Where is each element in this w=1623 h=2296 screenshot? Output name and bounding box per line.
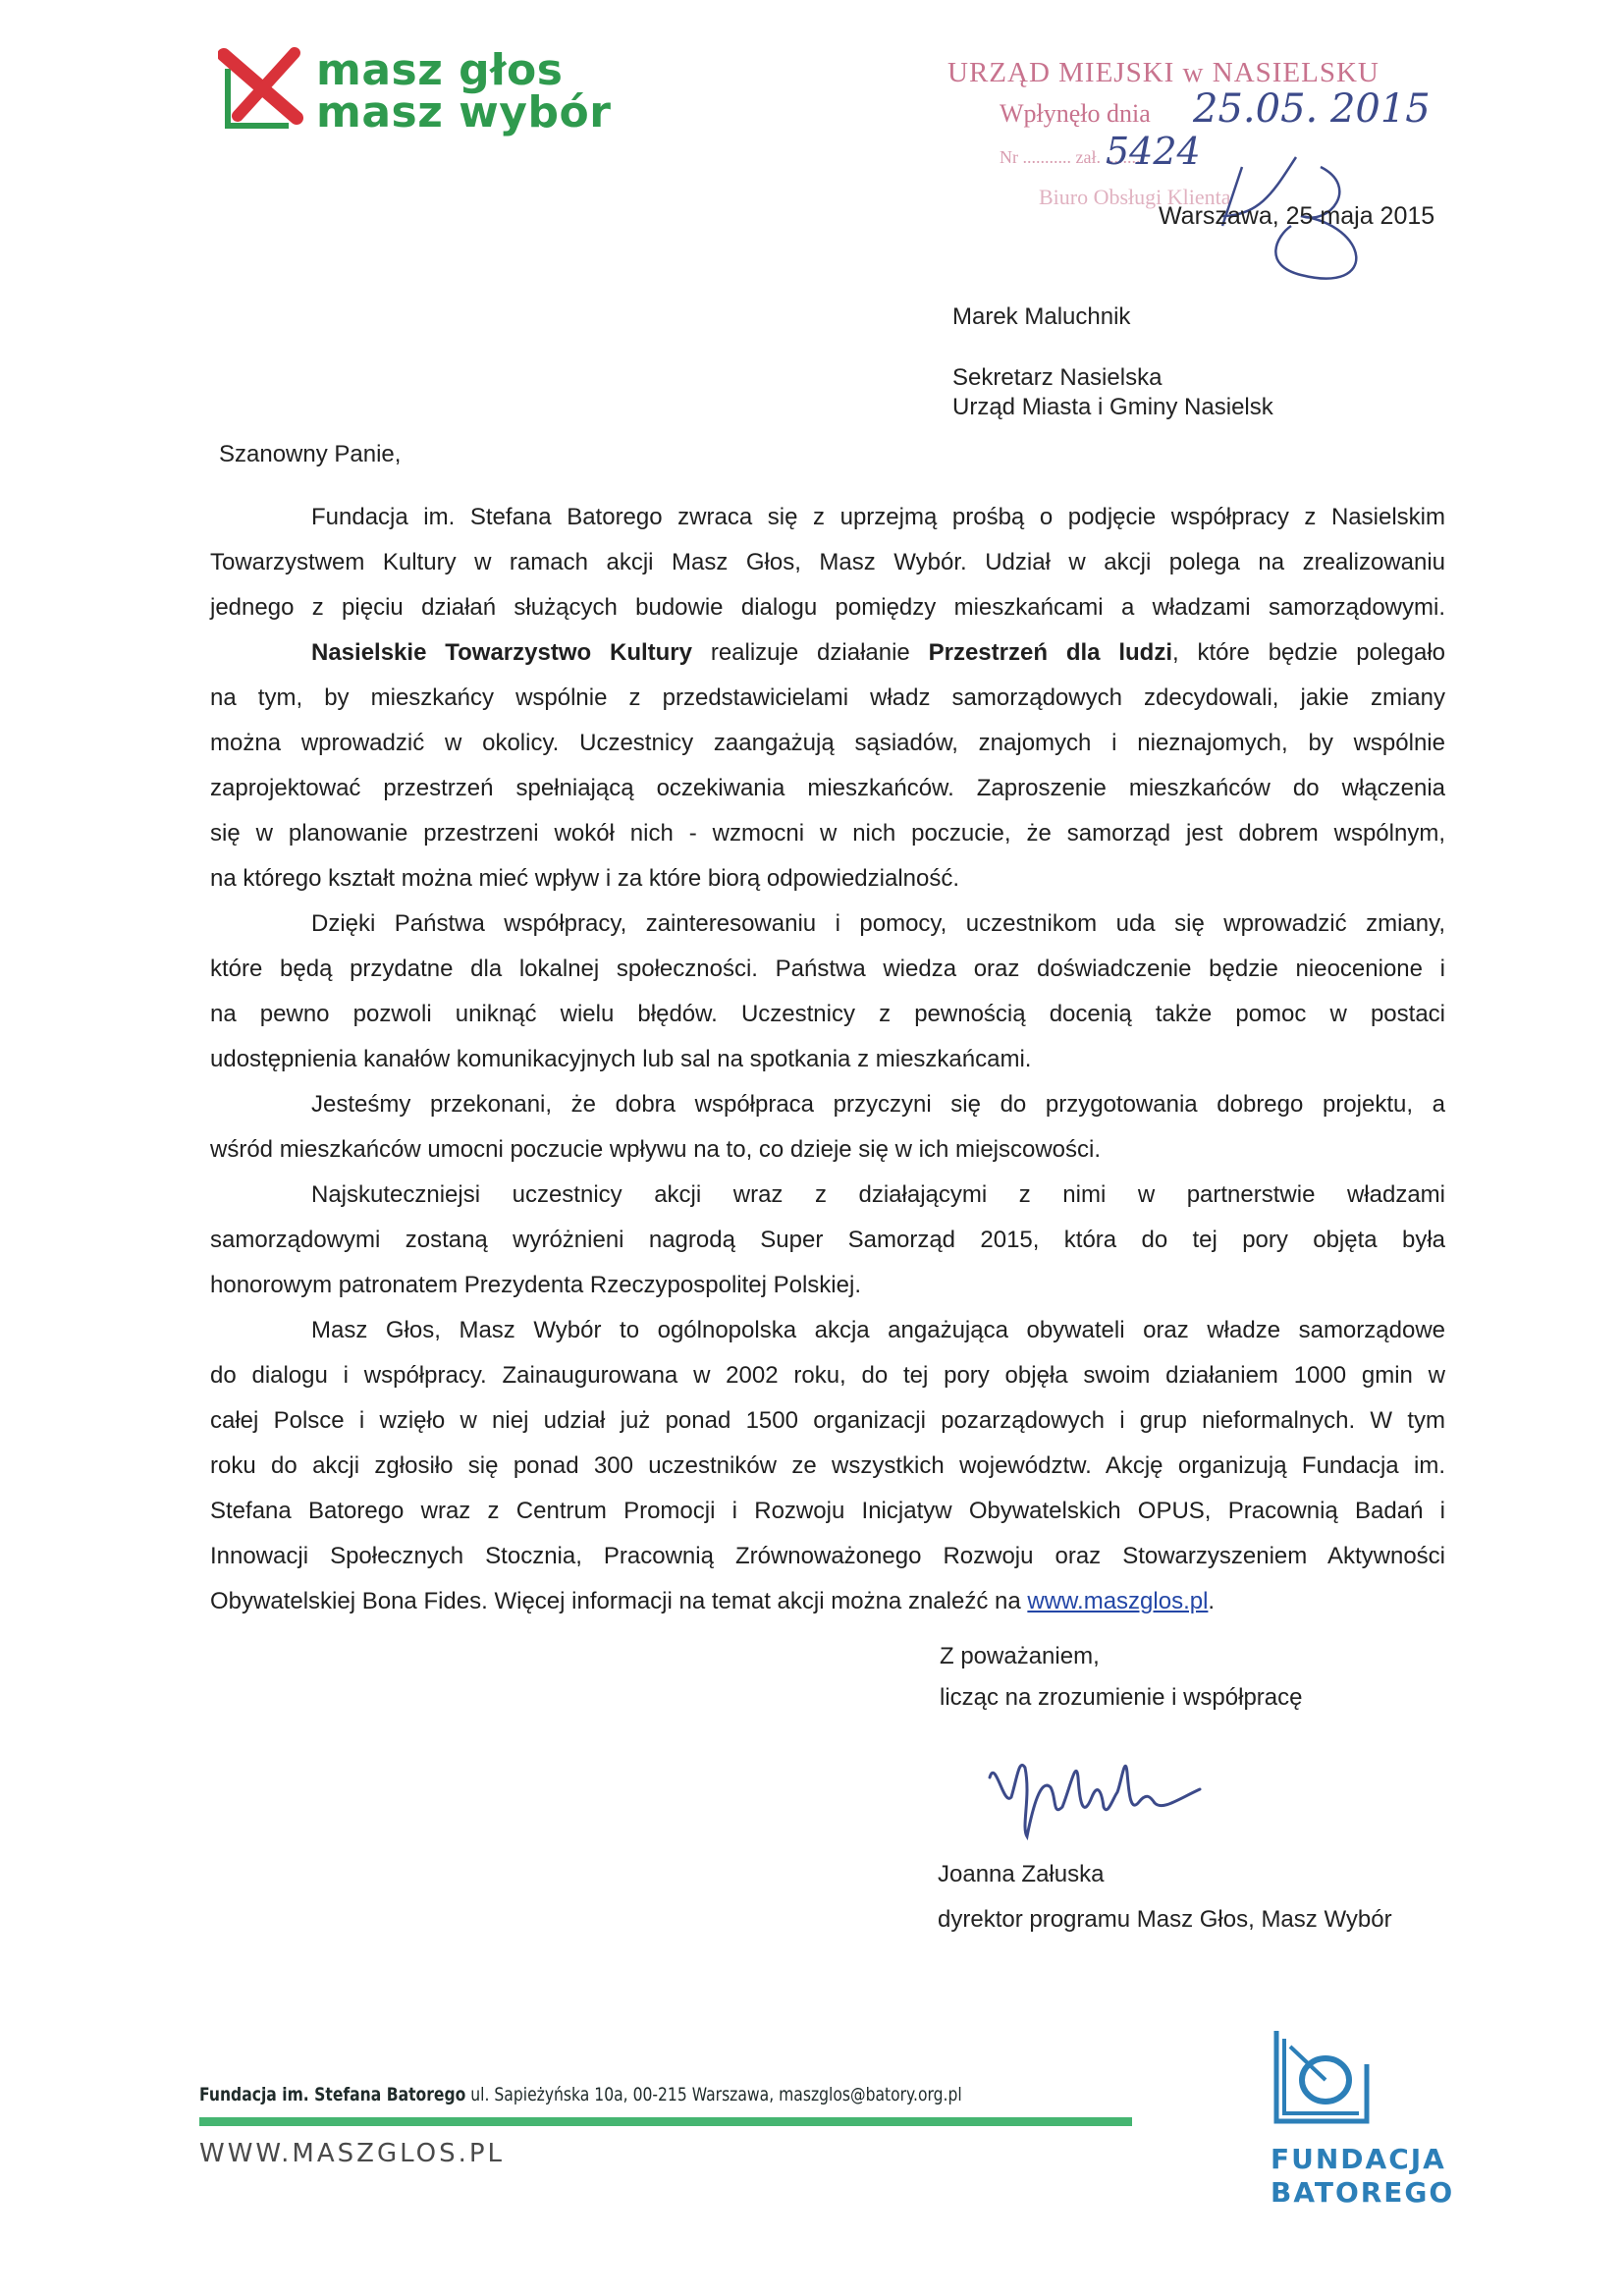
body-line: jednego z pięciu działań służących budowie dialogu pomiędzy mieszkańcami a władzami samorządowymi. — [210, 594, 1445, 621]
footer-address — [199, 2084, 962, 2105]
stamp-received-label: Wpłynęło dnia — [1000, 99, 1151, 128]
body-line: do dialogu i współpracy. Zainaugurowana w 2002 roku, do tej pory objęła swoim działaniem 1000 gmin w — [210, 1362, 1445, 1389]
body-text: Obywatelskiej Bona Fides. Więcej informacji na temat akcji można znaleźć na — [210, 1588, 1028, 1614]
body-line: udostępnienia kanałów komunikacyjnych lub sal na spotkania z mieszkańcami. — [210, 1046, 1032, 1072]
body-line: Jesteśmy przekonani, że dobra współpraca przyczyni się do przygotowania dobrego projektu, a — [311, 1091, 1445, 1118]
body-line: zaprojektować przestrzeń spełniającą oczekiwania mieszkańców. Zaproszenie mieszkańców do włączenia — [210, 775, 1445, 801]
body-line — [210, 1587, 1445, 1632]
batory-foundation-logo-icon — [1271, 2025, 1373, 2127]
body-text: realizuje działanie — [692, 639, 929, 666]
body-line: które będą przydatne dla lokalnej społeczności. Państwa wiedza oraz doświadczenie będzie nieocenione i — [210, 956, 1445, 982]
logo-text-line1: masz głos — [316, 45, 564, 95]
body-line: Masz Głos, Masz Wybór to ogólnopolska akcja angażująca obywateli oraz władze samorządowe — [311, 1317, 1445, 1343]
signer-role: dyrektor programu Masz Głos, Masz Wybór — [938, 1906, 1392, 1933]
footer-divider — [199, 2117, 1132, 2126]
handwritten-received-date: 25.05. 2015 — [1193, 86, 1431, 132]
closing-phrase: Z poważaniem, — [940, 1643, 1100, 1669]
body-line: Najskuteczniejsi uczestnicy akcji wraz z działającymi z nimi w partnerstwie władzami — [311, 1181, 1445, 1208]
foundation-name-line1: FUNDACJA — [1271, 2143, 1446, 2175]
body-line: honorowym patronatem Prezydenta Rzeczypospolitej Polskiej. — [210, 1272, 861, 1298]
website-link[interactable]: www.maszglos.pl — [1027, 1588, 1209, 1614]
body-line: Towarzystwem Kultury w ramach akcji Masz Głos, Masz Wybór. Udział w akcji polega na zrealizowaniu — [210, 549, 1445, 575]
body-line: Dzięki Państwa współpracy, zainteresowaniu i pomocy, uczestnikom uda się wprowadzić zmiany, — [311, 910, 1445, 937]
body-line: Stefana Batorego wraz z Centrum Promocji i Rozwoju Inicjatyw Obywatelskich OPUS, Pracownią Badań i — [210, 1498, 1445, 1524]
body-line: na pewno pozwoli uniknąć wielu błędów. Uczestnicy z pewnością docenią także pomoc w postaci — [210, 1001, 1445, 1027]
recipient-office: Urząd Miasta i Gminy Nasielsk — [952, 394, 1273, 420]
foundation-name-line2: BATOREGO — [1271, 2176, 1455, 2209]
stamp-number-label: Nr ........... zał. ........ — [1000, 147, 1141, 167]
signer-name: Joanna Załuska — [938, 1861, 1105, 1887]
body-line: wśród mieszkańców umocni poczucie wpływu na to, co dzieje się w ich miejscowości. — [210, 1136, 1102, 1163]
body-text: , które będzie polegało — [1172, 639, 1445, 666]
body-line: całej Polsce i wzięło w niej udział już ponad 1500 organizacji pozarządowych i grup nieformalnych. W tym — [210, 1407, 1445, 1434]
body-line: samorządowymi zostaną wyróżnieni nagrodą Super Samorząd 2015, która do tej pory objęta była — [210, 1227, 1445, 1253]
body-line: roku do akcji zgłosiło się ponad 300 uczestników ze wszystkich województw. Akcję organizują Fundacja im. — [210, 1452, 1445, 1479]
body-text: . — [1208, 1588, 1216, 1614]
body-line: można wprowadzić w okolicy. Uczestnicy zaangażują sąsiadów, znajomych i nieznajomych, by wspólnie — [210, 730, 1445, 756]
handwritten-signature — [982, 1738, 1208, 1846]
org-name-bold: Nasielskie Towarzystwo Kultury — [311, 639, 692, 666]
footer-address-text: ul. Sapieżyńska 10a, 00-215 Warszawa, maszglos@batory.org.pl — [465, 2084, 962, 2105]
footer-org-name: Fundacja im. Stefana Batorego — [199, 2084, 466, 2105]
body-line: Fundacja im. Stefana Batorego zwraca się z uprzejmą prośbą o podjęcie współpracy z Nasielskim — [311, 504, 1445, 530]
body-line: się w planowanie przestrzeni wokół nich - wzmocni w nich poczucie, że samorząd jest dobrem wspólnym, — [210, 820, 1445, 847]
action-name-bold: Przestrzeń dla ludzi — [928, 639, 1172, 666]
body-line: na którego kształt można mieć wpływ i za które biorą odpowiedzialność. — [210, 865, 960, 892]
recipient-name: Marek Maluchnik — [952, 303, 1131, 330]
body-line — [210, 638, 1445, 683]
masz-glos-logo-icon — [218, 47, 306, 137]
letter-date: Warszawa, 25 maja 2015 — [1159, 202, 1435, 230]
stamp-office-name: URZĄD MIEJSKI w NASIELSKU — [947, 57, 1380, 88]
recipient-title: Sekretarz Nasielska — [952, 364, 1163, 391]
salutation: Szanowny Panie, — [219, 441, 402, 467]
footer-website[interactable]: WWW.MASZGLOS.PL — [199, 2139, 506, 2168]
logo-text-line2: masz wybór — [316, 87, 612, 137]
letter-body — [210, 503, 1445, 1632]
stamp-department: Biuro Obsługi Klienta — [1039, 185, 1231, 209]
handwritten-registry-number: 5424 — [1106, 130, 1201, 173]
closing-phrase-2: licząc na zrozumienie i współpracę — [940, 1684, 1303, 1711]
body-line: na tym, by mieszkańcy wspólnie z przedstawicielami władz samorządowych zdecydowali, jakie zmiany — [210, 684, 1445, 711]
body-line: Innowacji Społecznych Stocznia, Pracownią Zrównoważonego Rozwoju oraz Stowarzyszeniem Aktywności — [210, 1543, 1445, 1569]
